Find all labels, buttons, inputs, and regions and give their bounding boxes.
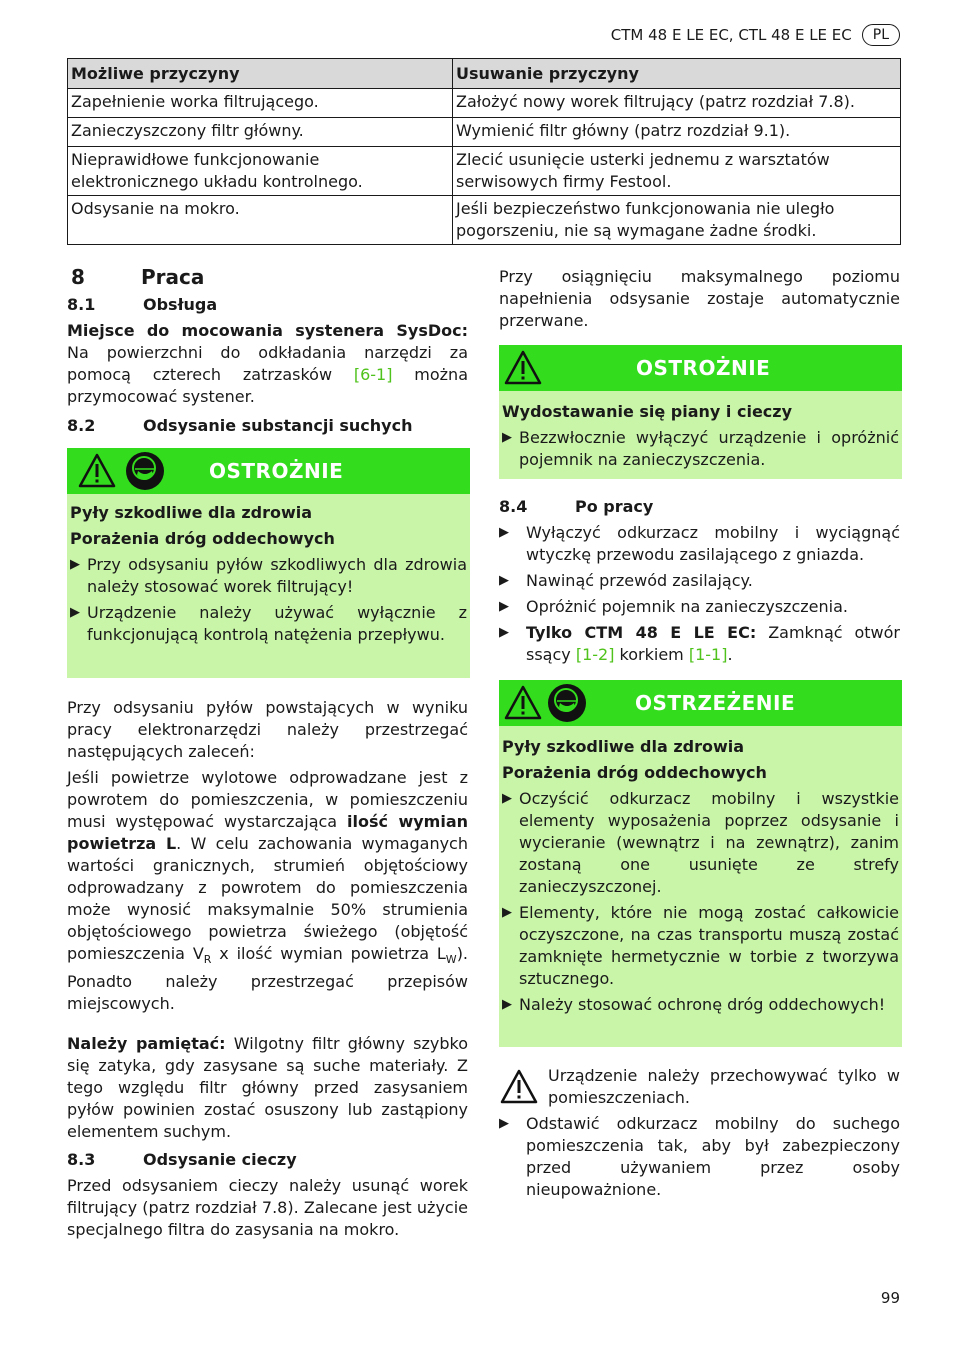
caution-box-foam	[499, 345, 902, 479]
caution-header	[499, 345, 902, 391]
warning-header	[499, 680, 902, 726]
left-column-lower	[67, 697, 468, 1241]
caution-header	[67, 448, 470, 494]
caution-title: OSTROŻNIE	[209, 459, 344, 483]
warning-triangle-icon	[499, 1067, 539, 1107]
respirator-mask-icon	[125, 451, 165, 491]
warning-box-dust	[499, 680, 902, 1047]
warning-bullet	[502, 788, 899, 898]
table-cell: Wymienić filtr główny (patrz rozdział 9.1).	[453, 118, 901, 147]
bold-text: ilość wymian powietrza L	[67, 812, 469, 853]
respirator-mask-icon	[547, 683, 587, 723]
text: Jeśli powietrze wylotowe odprowadzane jest z powrotem do pomieszczenia, w pomieszczeniu musi występować wystarczająca	[67, 768, 468, 831]
sysdoc-paragraph	[67, 320, 468, 408]
arrow-bullet-icon: ▶	[499, 525, 509, 540]
language-badge: PL	[862, 24, 900, 46]
column-header-causes: Możliwe przyczyny	[68, 59, 453, 89]
exhaust-air-paragraph	[67, 767, 468, 1015]
warning-bullet	[502, 994, 899, 1016]
hazard-line: Porażenia dróg oddechowych	[70, 529, 335, 548]
document-title: CTM 48 E LE EC, CTL 48 E LE EC	[610, 26, 852, 44]
warning-bullet	[502, 902, 899, 990]
dust-intro-paragraph: Przy odsysaniu pyłów powstających w wyniku pracy elektronarzędzi należy przestrzegać następujących zaleceń:	[67, 698, 468, 761]
arrow-bullet-icon: ▶	[499, 573, 509, 588]
section-8-2-heading	[67, 415, 468, 437]
bullet-text: Oczyścić odkurzacz mobilny i wszystkie elementy wyposażenia poprzez odsysanie i wycieranie (wewnątrz i na zewnątrz), zanim zostaną one usunięte ze strefy zanieczyszczonej.	[519, 789, 899, 896]
section-title: Odsysanie substancji suchych	[143, 416, 413, 435]
bullet-text: Przy odsysaniu pyłów szkodliwych dla zdrowia należy stosować worek filtrujący!	[87, 555, 467, 596]
arrow-bullet-icon: ▶	[499, 625, 509, 640]
step-bullet	[499, 622, 900, 666]
text: Zamknąć otwór ssący	[526, 623, 901, 664]
section-8-4-heading	[499, 496, 900, 518]
sysdoc-text-end: można przymocować systener.	[67, 365, 468, 406]
bullet-text: Wyłączyć odkurzacz mobilny i wyciągnąć wtyczkę przewodu zasilającego z gniazda.	[526, 523, 900, 564]
arrow-bullet-icon: ▶	[502, 997, 512, 1012]
table-row	[68, 196, 901, 245]
section-number: 8.2	[67, 416, 96, 435]
text: . W celu zachowania wymaganych wartości granicznych, strumień objętościowy odprowadzany z powrotem do pomieszczenia może wynosić maksymalnie 50% strumienia objętościowego powietrza świeżego (objętość pomieszczenia V	[67, 834, 468, 963]
section-title: Praca	[141, 265, 205, 289]
liquid-paragraph: Przed odsysaniem cieczy należy usunąć worek filtrujący (patrz rozdział 7.8). Zalecane jest użycie specjalnego filtra do zasysania na mokro.	[67, 1176, 468, 1240]
caution-bullet	[70, 554, 467, 598]
hazard-line: Porażenia dróg oddechowych	[502, 763, 767, 782]
bullet-text: Opróżnić pojemnik na zanieczyszczenia.	[526, 597, 848, 616]
table-cell: Nieprawidłowe funkcjonowanie elektronicznego układu kontrolnego.	[68, 147, 453, 196]
caution-title: OSTROŻNIE	[636, 356, 771, 380]
bullet-text: Elementy, które nie mogą zostać całkowicie oczyszczone, na czas transportu muszą zostać zamknięte hermetycznie w torbie z tworzywa sztucznego.	[519, 903, 899, 988]
figure-ref: [1-2]	[575, 645, 615, 664]
storage-section	[499, 1065, 900, 1201]
warning-title: OSTRZEŻENIE	[635, 691, 796, 715]
step-bullet	[499, 570, 900, 592]
section-title: Obsługa	[143, 295, 218, 314]
arrow-bullet-icon: ▶	[499, 1116, 509, 1131]
caution-body	[499, 391, 902, 477]
storage-note	[499, 1065, 900, 1109]
bullet-text: Należy stosować ochronę dróg oddechowych!	[519, 995, 886, 1014]
bold-text: Tylko CTM 48 E LE EC:	[526, 623, 757, 642]
bullet-text: Urządzenie należy używać wyłącznie z funkcjonującą kontrolą natężenia przepływu.	[87, 603, 467, 644]
section-8-1-heading	[67, 294, 468, 316]
hazard-line: Wydostawanie się piany i cieczy	[502, 402, 793, 421]
autostop-paragraph: Przy osiągnięciu maksymalnego poziomu napełnienia odsysanie zostaje automatycznie przerwane.	[499, 267, 900, 330]
caution-bullet	[502, 427, 899, 471]
section-8-4	[499, 496, 900, 666]
table-row	[68, 147, 901, 196]
step-bullet	[499, 522, 900, 566]
section-title: Odsysanie cieczy	[143, 1150, 297, 1170]
step-bullet	[499, 1113, 900, 1201]
table-cell: Założyć nowy worek filtrujący (patrz rozdział 7.8).	[453, 89, 901, 118]
section-number: 8.1	[67, 295, 96, 314]
bullet-text: Nawinąć przewód zasilający.	[526, 571, 753, 590]
table-cell: Zanieczyszczony filtr główny.	[68, 118, 453, 147]
fault-table	[67, 58, 901, 245]
caution-body	[67, 494, 470, 652]
caution-box-dust	[67, 448, 470, 678]
arrow-bullet-icon: ▶	[499, 599, 509, 614]
caution-bullet	[70, 602, 467, 646]
text: x ilość wymian powietrza L	[211, 944, 446, 963]
figure-ref: [1-1]	[688, 645, 728, 664]
note-label: Należy pamiętać:	[67, 1034, 226, 1054]
table-cell: Zapełnienie worka filtrującego.	[68, 89, 453, 118]
subscript: R	[203, 953, 212, 967]
bullet-text: Bezzwłocznie wyłączyć urządzenie i opróżnić pojemnik na zanieczyszczenia.	[519, 428, 899, 469]
section-number: 8	[71, 265, 85, 289]
section-number: 8.3	[67, 1150, 96, 1170]
table-row	[68, 89, 901, 118]
text: ). Ponadto należy przestrzegać przepisów miejscowych.	[67, 944, 469, 1014]
warning-triangle-icon	[77, 452, 117, 490]
page-header	[611, 24, 900, 46]
hazard-line: Pyły szkodliwe dla zdrowia	[502, 737, 745, 756]
column-header-remedy: Usuwanie przyczyny	[453, 59, 901, 89]
text: .	[727, 645, 733, 664]
arrow-bullet-icon: ▶	[70, 605, 80, 620]
step-bullet	[499, 596, 900, 618]
arrow-bullet-icon: ▶	[502, 430, 512, 445]
section-number: 8.4	[499, 497, 528, 516]
warning-triangle-icon	[503, 349, 543, 387]
table-header-row	[68, 59, 901, 89]
figure-ref: [6-1]	[353, 365, 393, 384]
sysdoc-label: Miejsce do mocowania systenera SysDoc:	[67, 321, 468, 340]
section-title: Po pracy	[575, 497, 654, 516]
note-paragraph	[67, 1033, 468, 1143]
bullet-text: Odstawić odkurzacz mobilny do suchego pomieszczenia tak, aby był zabezpieczony przed używaniem przez osoby nieupoważnione.	[526, 1114, 900, 1199]
table-cell: Odsysanie na mokro.	[68, 196, 453, 245]
arrow-bullet-icon: ▶	[502, 791, 512, 806]
right-column	[499, 266, 900, 332]
hazard-line: Pyły szkodliwe dla zdrowia	[70, 503, 313, 522]
table-cell: Jeśli bezpieczeństwo funkcjonowania nie uległo pogorszeniu, nie są wymagane żadne środki.	[453, 196, 901, 245]
page-number: 99	[880, 1289, 900, 1307]
subscript: W	[445, 953, 457, 967]
section-8-heading	[67, 266, 468, 288]
bullet-text	[526, 622, 900, 666]
warning-triangle-icon	[503, 684, 543, 722]
table-cell: Zlecić usunięcie usterki jednemu z warsztatów serwisowych firmy Festool.	[453, 147, 901, 196]
sysdoc-text: Na powierzchni do odkładania narzędzi za pomocą czterech zatrzasków	[67, 343, 468, 384]
table-row	[68, 118, 901, 147]
section-8-3-heading	[67, 1149, 468, 1171]
arrow-bullet-icon: ▶	[70, 557, 80, 572]
note-text: Wilgotny filtr główny szybko się zatyka, gdy zasysane są suche materiały. Z tego względu filtr główny przed zasysaniem pyłów powinien zostać osuszony lub zastąpiony elementem suchym.	[67, 1034, 469, 1142]
storage-note-text: Urządzenie należy przechowywać tylko w pomieszczeniach.	[548, 1066, 900, 1107]
warning-body	[499, 726, 902, 1022]
text: korkiem	[614, 645, 689, 664]
arrow-bullet-icon: ▶	[502, 905, 512, 920]
left-column	[67, 266, 468, 437]
